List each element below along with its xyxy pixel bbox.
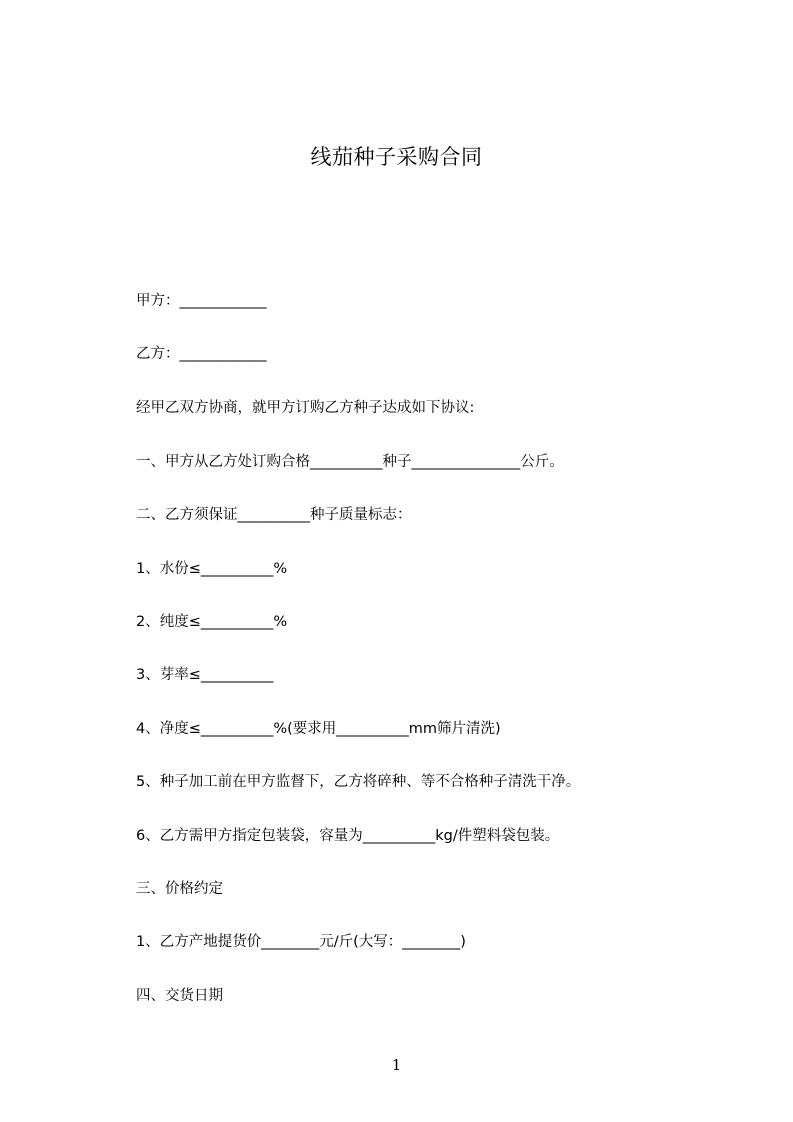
moisture-line: 1、水份≤__________% (136, 561, 288, 577)
party-a-line: 甲方：____________ (136, 293, 267, 309)
processing-line: 5、种子加工前在甲方监督下，乙方将碎种、等不合格种子清洗干净。 (136, 774, 581, 790)
germination-line: 3、芽率≤__________ (136, 667, 274, 683)
party-b-line: 乙方：____________ (136, 346, 267, 362)
price-line: 1、乙方产地提货价________元/斤(大写：________) (136, 934, 466, 950)
clause-1-line: 一、甲方从乙方处订购合格__________种子_______________公斤。 (136, 454, 564, 470)
price-section-heading: 三、价格约定 (136, 881, 223, 897)
purity-line: 2、纯度≤__________% (136, 614, 288, 630)
packaging-line: 6、乙方需甲方指定包装袋，容量为__________kg/件塑料袋包装。 (136, 828, 560, 844)
document-title: 线茄种子采购合同 (310, 145, 483, 169)
page-number: 1 (391, 1056, 402, 1074)
delivery-section-heading: 四、交货日期 (136, 988, 223, 1004)
agreement-intro-line: 经甲乙双方协商，就甲方订购乙方种子达成如下协议: (136, 400, 475, 416)
cleanliness-line: 4、净度≤__________%(要求用__________mm筛片清洗) (136, 721, 501, 737)
clause-2-line: 二、乙方须保证__________种子质量标志： (136, 507, 412, 523)
